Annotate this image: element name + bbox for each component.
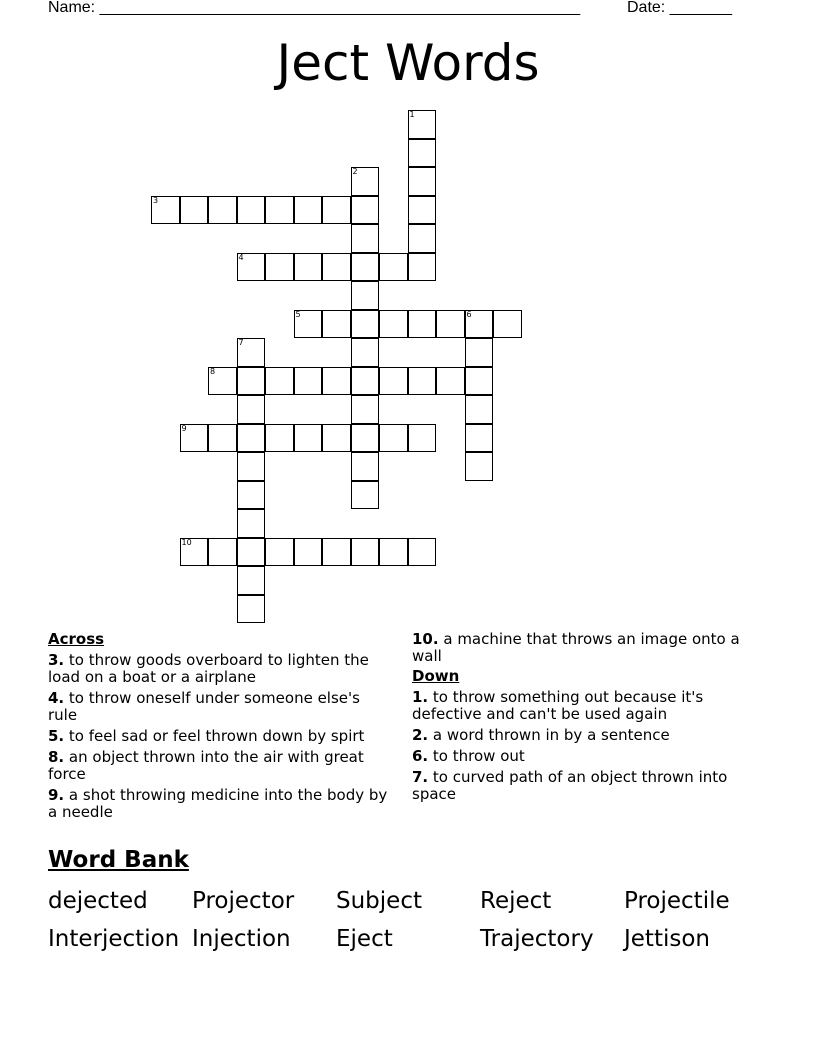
clue-text: a word thrown in by a sentence bbox=[432, 726, 670, 744]
crossword-cell[interactable] bbox=[237, 538, 266, 567]
crossword-cell[interactable] bbox=[237, 481, 266, 510]
crossword-cell[interactable] bbox=[351, 395, 380, 424]
crossword-cell[interactable] bbox=[322, 253, 351, 282]
crossword-cell[interactable] bbox=[351, 281, 380, 310]
crossword-cell[interactable] bbox=[379, 310, 408, 339]
crossword-cell[interactable] bbox=[379, 424, 408, 453]
clue-text: to throw oneself under someone else's rule bbox=[48, 689, 360, 724]
cell-number: 2 bbox=[352, 167, 358, 176]
crossword-cell[interactable] bbox=[408, 167, 437, 196]
crossword-cell[interactable] bbox=[237, 395, 266, 424]
crossword-cell[interactable] bbox=[208, 424, 237, 453]
clue-across-3 bbox=[48, 652, 393, 686]
clue-number: 6. bbox=[412, 747, 429, 765]
crossword-cell[interactable] bbox=[294, 424, 323, 453]
crossword-cell[interactable] bbox=[208, 367, 237, 396]
word-bank-title: Word Bank bbox=[48, 847, 189, 873]
crossword-cell[interactable] bbox=[408, 310, 437, 339]
crossword-cell[interactable] bbox=[237, 595, 266, 624]
crossword-cell[interactable] bbox=[265, 424, 294, 453]
crossword-cell[interactable] bbox=[237, 566, 266, 595]
crossword-cell[interactable] bbox=[322, 424, 351, 453]
word-bank bbox=[48, 844, 768, 958]
crossword-cell[interactable] bbox=[237, 196, 266, 225]
crossword-cell[interactable] bbox=[408, 139, 437, 168]
crossword-cell[interactable] bbox=[351, 481, 380, 510]
crossword-cell[interactable] bbox=[237, 367, 266, 396]
word-bank-item: Interjection bbox=[48, 926, 180, 952]
crossword-cell[interactable] bbox=[351, 253, 380, 282]
word-bank-item: Jettison bbox=[624, 926, 710, 952]
crossword-cell[interactable] bbox=[408, 110, 437, 139]
clues-column-right bbox=[412, 630, 757, 803]
clue-across-10 bbox=[412, 631, 757, 665]
crossword-cell[interactable] bbox=[351, 224, 380, 253]
crossword-cell[interactable] bbox=[265, 367, 294, 396]
clue-down-7 bbox=[412, 769, 757, 803]
clue-number: 7. bbox=[412, 768, 429, 786]
clue-number: 3. bbox=[48, 651, 65, 669]
clue-number: 1. bbox=[412, 688, 429, 706]
crossword-cell[interactable] bbox=[408, 224, 437, 253]
crossword-cell[interactable] bbox=[465, 310, 494, 339]
crossword-cell[interactable] bbox=[379, 367, 408, 396]
crossword-cell[interactable] bbox=[294, 253, 323, 282]
name-field: Name: ______________________________________________________ bbox=[48, 0, 581, 16]
clue-number: 9. bbox=[48, 786, 65, 804]
crossword-cell[interactable] bbox=[322, 367, 351, 396]
crossword-cell[interactable] bbox=[265, 196, 294, 225]
crossword-cell[interactable] bbox=[465, 424, 494, 453]
clue-across-4 bbox=[48, 690, 393, 724]
word-bank-item: Reject bbox=[480, 888, 552, 914]
crossword-cell[interactable] bbox=[237, 509, 266, 538]
word-bank-item: Injection bbox=[192, 926, 291, 952]
clues-column-left bbox=[48, 630, 393, 821]
crossword-cell[interactable] bbox=[237, 253, 266, 282]
crossword-cell[interactable] bbox=[294, 538, 323, 567]
crossword-cell[interactable] bbox=[322, 196, 351, 225]
crossword-cell[interactable] bbox=[237, 424, 266, 453]
crossword-cell[interactable] bbox=[351, 538, 380, 567]
crossword-cell[interactable] bbox=[265, 538, 294, 567]
clue-text: to throw something out because it's defective and can't be used again bbox=[412, 688, 704, 723]
date-field: Date: _______ bbox=[627, 0, 732, 16]
clue-text: to curved path of an object thrown into space bbox=[412, 768, 728, 803]
word-bank-list bbox=[48, 882, 768, 958]
cell-number: 6 bbox=[466, 309, 472, 319]
cell-number: 10 bbox=[181, 537, 192, 547]
clue-down-1 bbox=[412, 689, 757, 723]
crossword-cell[interactable] bbox=[436, 367, 465, 396]
clue-across-5 bbox=[48, 728, 393, 745]
crossword-cell[interactable] bbox=[408, 367, 437, 396]
crossword-cell[interactable] bbox=[465, 367, 494, 396]
crossword-cell[interactable] bbox=[322, 310, 351, 339]
crossword-cell[interactable] bbox=[294, 310, 323, 339]
word-bank-item: Projectile bbox=[624, 888, 730, 914]
clue-text: to feel sad or feel thrown down by spirt bbox=[68, 727, 365, 745]
clue-down-2 bbox=[412, 727, 757, 744]
clue-number: 8. bbox=[48, 748, 65, 766]
clue-text: a machine that throws an image onto a wall bbox=[412, 630, 740, 665]
crossword-cell[interactable] bbox=[351, 452, 380, 481]
crossword-cell[interactable] bbox=[351, 367, 380, 396]
crossword-cell[interactable] bbox=[436, 310, 465, 339]
across-heading: Across bbox=[48, 630, 105, 648]
crossword-cell[interactable] bbox=[351, 196, 380, 225]
clue-text: to throw out bbox=[432, 747, 525, 765]
crossword-cell[interactable] bbox=[408, 424, 437, 453]
word-bank-item: Projector bbox=[192, 888, 295, 914]
crossword-cell[interactable] bbox=[379, 538, 408, 567]
crossword-cell[interactable] bbox=[265, 253, 294, 282]
crossword-cell[interactable] bbox=[237, 452, 266, 481]
down-heading: Down bbox=[412, 667, 460, 685]
cell-number: 1 bbox=[409, 110, 415, 119]
cell-number: 5 bbox=[295, 309, 301, 319]
crossword-cell[interactable] bbox=[465, 452, 494, 481]
clue-text: a shot throwing medicine into the body by a needle bbox=[48, 786, 388, 821]
crossword-cell[interactable] bbox=[465, 338, 494, 367]
crossword-cell[interactable] bbox=[294, 196, 323, 225]
word-bank-item: Subject bbox=[336, 888, 422, 914]
clue-number: 5. bbox=[48, 727, 65, 745]
crossword-cell[interactable] bbox=[351, 167, 380, 196]
page-title: Ject Words bbox=[276, 34, 540, 92]
crossword-cell[interactable] bbox=[408, 196, 437, 225]
clue-across-9 bbox=[48, 787, 393, 821]
cell-number: 3 bbox=[153, 195, 159, 205]
word-bank-item: Eject bbox=[336, 926, 393, 952]
clue-text: an object thrown into the air with great force bbox=[48, 748, 364, 783]
clue-text: to throw goods overboard to lighten the load on a boat or a airplane bbox=[48, 651, 369, 686]
crossword-cell[interactable] bbox=[237, 338, 266, 367]
clue-across-8 bbox=[48, 749, 393, 783]
crossword-cell[interactable] bbox=[180, 196, 209, 225]
crossword-cell[interactable] bbox=[351, 310, 380, 339]
clue-number: 4. bbox=[48, 689, 65, 707]
crossword-cell[interactable] bbox=[493, 310, 522, 339]
crossword-cell[interactable] bbox=[208, 538, 237, 567]
clue-down-6 bbox=[412, 748, 757, 765]
crossword-cell[interactable] bbox=[180, 538, 209, 567]
crossword-cell[interactable] bbox=[379, 253, 408, 282]
crossword-cell[interactable] bbox=[151, 196, 180, 225]
crossword-cell[interactable] bbox=[408, 538, 437, 567]
crossword-cell[interactable] bbox=[180, 424, 209, 453]
crossword-cell[interactable] bbox=[465, 395, 494, 424]
clue-number: 2. bbox=[412, 726, 429, 744]
crossword-cell[interactable] bbox=[294, 367, 323, 396]
crossword-cell[interactable] bbox=[322, 538, 351, 567]
cell-number: 8 bbox=[210, 366, 216, 376]
crossword-cell[interactable] bbox=[408, 253, 437, 282]
word-bank-item: Trajectory bbox=[480, 926, 594, 952]
cell-number: 7 bbox=[238, 338, 244, 347]
crossword-cell[interactable] bbox=[351, 424, 380, 453]
cell-number: 4 bbox=[238, 252, 244, 262]
crossword-cell[interactable] bbox=[351, 338, 380, 367]
clue-number: 10. bbox=[412, 630, 439, 648]
cell-number: 9 bbox=[181, 423, 187, 433]
crossword-cell[interactable] bbox=[208, 196, 237, 225]
word-bank-item: dejected bbox=[48, 888, 148, 914]
